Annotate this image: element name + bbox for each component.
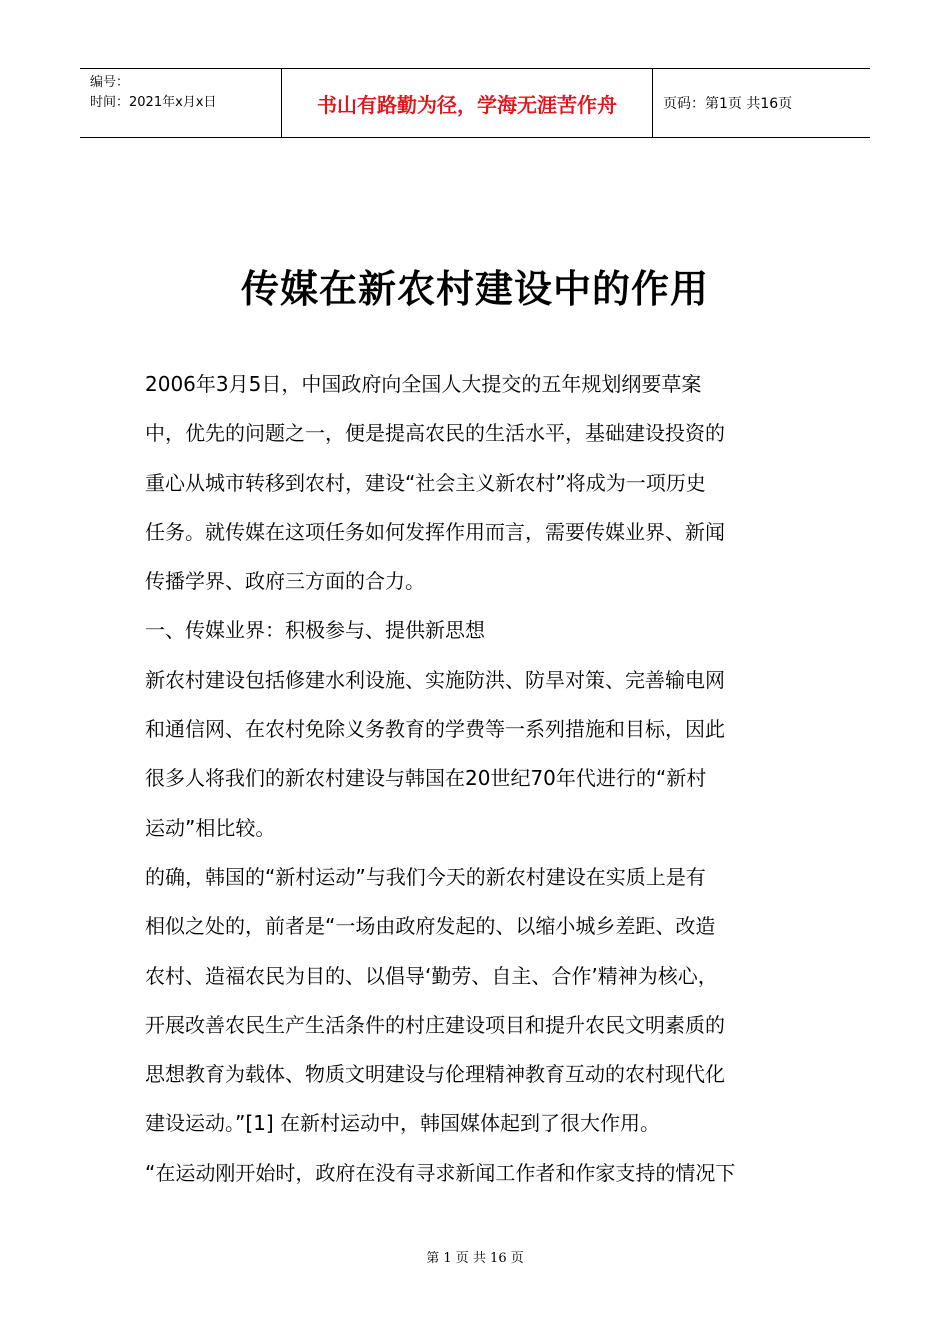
page-footer: 第 1 页 共 16 页 xyxy=(426,1251,524,1266)
body-line: 建设运动。”[1] 在新村运动中，韩国媒体起到了很大作用。 xyxy=(145,1111,661,1136)
document-title: 传媒在新农村建设中的作用 xyxy=(240,266,709,311)
document-body xyxy=(145,360,817,1198)
body-line: 中，优先的问题之一，便是提高农民的生活水平，基础建设投资的 xyxy=(145,421,725,446)
header-motto: 书山有路勤为径，学海无涯苦作舟 xyxy=(281,69,653,137)
body-line: 任务。就传媒在这项任务如何发挥作用而言，需要传媒业界、新闻 xyxy=(145,519,725,544)
body-line: 开展改善农民生产生活条件的村庄建设项目和提升农民文明素质的 xyxy=(145,1012,725,1037)
body-line: 运动”相比较。 xyxy=(145,815,276,840)
header-meta xyxy=(80,69,281,137)
body-line: 新农村建设包括修建水利设施、实施防洪、防旱对策、完善输电网 xyxy=(145,667,725,692)
header-page-info: 页码：第1页 共16页 xyxy=(663,96,793,112)
body-line: 的确，韩国的“新村运动”与我们今天的新农村建设在实质上是有 xyxy=(145,864,706,889)
body-line: 2006年3月5日，中国政府向全国人大提交的五年规划纲要草案 xyxy=(145,372,702,396)
body-line: “在运动刚开始时，政府在没有寻求新闻工作者和作家支持的情况下 xyxy=(145,1160,736,1185)
body-line: 农村、造福农民为目的、以倡导‘勤劳、自主、合作’精神为核心， xyxy=(145,963,718,988)
number-label: 编号： xyxy=(90,75,130,90)
body-line: 思想教育为载体、物质文明建设与伦理精神教育互动的农村现代化 xyxy=(145,1062,725,1087)
body-line: 重心从城市转移到农村，建设“社会主义新农村”将成为一项历史 xyxy=(145,470,706,495)
document-header xyxy=(80,68,870,138)
time-label: 时间：2021年x月x日 xyxy=(90,95,217,110)
body-line: 很多人将我们的新农村建设与韩国在20世纪70年代进行的“新村 xyxy=(145,766,707,791)
body-line: 和通信网、在农村免除义务教育的学费等一系列措施和目标，因此 xyxy=(145,717,725,742)
body-line: 传播学界、政府三方面的合力。 xyxy=(145,569,425,594)
section-heading: 一、传媒业界：积极参与、提供新思想 xyxy=(145,618,485,643)
body-line: 相似之处的，前者是“一场由政府发起的、以缩小城乡差距、改造 xyxy=(145,914,716,939)
